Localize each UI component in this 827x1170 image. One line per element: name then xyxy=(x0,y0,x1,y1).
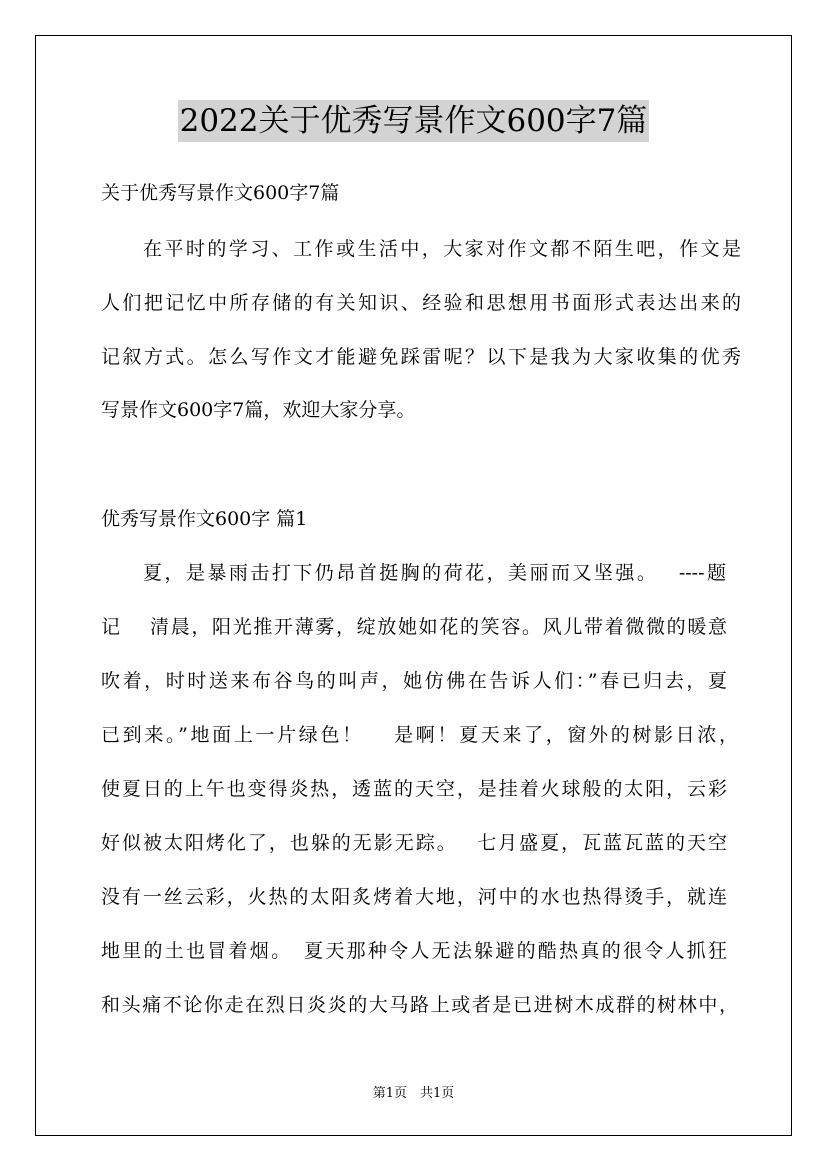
body-line: 已到来。”地面上一片绿色！ 是啊！夏天来了，窗外的树影日浓， xyxy=(101,724,738,746)
intro-line: 在平时的学习、工作或生活中，大家对作文都不陌生吧，作文是 xyxy=(143,238,741,260)
page-footer: 第1页 共1页 xyxy=(372,1086,455,1101)
body-line: 夏，是暴雨击打下仍昂首挺胸的荷花，美丽而又坚强。 ----题 xyxy=(143,562,726,584)
section-heading: 优秀写景作文600字 篇1 xyxy=(101,508,308,530)
document-subtitle: 关于优秀写景作文600字7篇 xyxy=(101,182,340,204)
body-line: 记 清晨，阳光推开薄雾，绽放她如花的笑容。风儿带着微微的暖意 xyxy=(101,616,727,638)
body-line: 好似被太阳烤化了，也躲的无影无踪。 七月盛夏，瓦蓝瓦蓝的天空 xyxy=(101,832,727,854)
body-line: 和头痛不论你走在烈日炎炎的大马路上或者是已进树木成群的树林中， xyxy=(101,994,738,1016)
body-line: 使夏日的上午也变得炎热，透蓝的天空，是挂着火球般的太阳，云彩 xyxy=(101,778,727,800)
document-title: 2022关于优秀写景作文600字7篇 xyxy=(178,100,650,142)
body-line: 没有一丝云彩，火热的太阳炙烤着大地，河中的水也热得烫手，就连 xyxy=(101,886,727,908)
title-container xyxy=(0,100,827,142)
intro-line: 写景作文600字7篇，欢迎大家分享。 xyxy=(101,399,416,421)
intro-line: 人们把记忆中所存储的有关知识、经验和思想用书面形式表达出来的 xyxy=(101,292,741,314)
intro-line: 记叙方式。怎么写作文才能避免踩雷呢？以下是我为大家收集的优秀 xyxy=(101,346,741,368)
body-line: 地里的土也冒着烟。 夏天那种令人无法躲避的酷热真的很令人抓狂 xyxy=(101,940,727,962)
body-line: 吹着，时时送来布谷鸟的叫声，她仿佛在告诉人们：”春已归去，夏 xyxy=(101,670,727,692)
